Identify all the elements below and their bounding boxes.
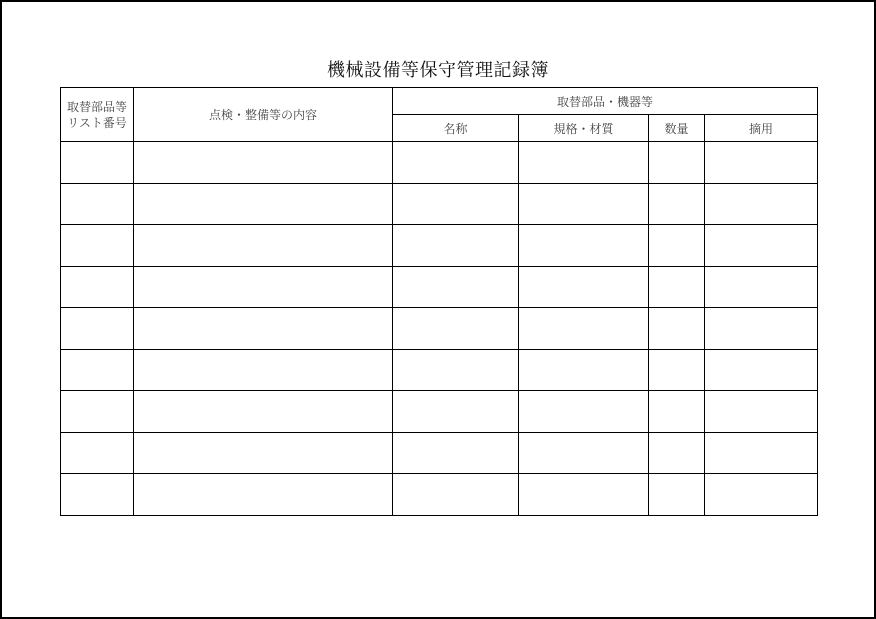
cell-spec[interactable] (519, 432, 649, 474)
cell-spec[interactable] (519, 266, 649, 308)
header-remarks: 摘用 (705, 115, 818, 142)
cell-quantity[interactable] (649, 432, 705, 474)
cell-quantity[interactable] (649, 266, 705, 308)
cell-list-number[interactable] (61, 308, 134, 350)
cell-inspection-content[interactable] (134, 474, 393, 516)
cell-inspection-content[interactable] (134, 183, 393, 225)
cell-spec[interactable] (519, 225, 649, 267)
cell-list-number[interactable] (61, 142, 134, 184)
table-body (61, 142, 818, 516)
cell-name[interactable] (393, 432, 519, 474)
maintenance-record-table (60, 87, 818, 516)
header-row-1 (61, 88, 818, 115)
table-row (61, 349, 818, 391)
cell-spec[interactable] (519, 142, 649, 184)
cell-inspection-content[interactable] (134, 142, 393, 184)
cell-name[interactable] (393, 474, 519, 516)
cell-remarks[interactable] (705, 474, 818, 516)
cell-name[interactable] (393, 225, 519, 267)
cell-list-number[interactable] (61, 183, 134, 225)
cell-remarks[interactable] (705, 391, 818, 433)
table-row (61, 391, 818, 433)
cell-list-number[interactable] (61, 225, 134, 267)
cell-list-number[interactable] (61, 349, 134, 391)
cell-quantity[interactable] (649, 474, 705, 516)
cell-spec[interactable] (519, 474, 649, 516)
cell-remarks[interactable] (705, 432, 818, 474)
cell-spec[interactable] (519, 391, 649, 433)
cell-remarks[interactable] (705, 225, 818, 267)
cell-list-number[interactable] (61, 266, 134, 308)
header-list-number-line-2: リスト番号 (67, 115, 127, 130)
cell-list-number[interactable] (61, 432, 134, 474)
cell-inspection-content[interactable] (134, 225, 393, 267)
cell-inspection-content[interactable] (134, 266, 393, 308)
cell-name[interactable] (393, 183, 519, 225)
cell-quantity[interactable] (649, 225, 705, 267)
table-row (61, 225, 818, 267)
table-row (61, 432, 818, 474)
cell-name[interactable] (393, 349, 519, 391)
cell-quantity[interactable] (649, 349, 705, 391)
header-inspection-content: 点検・整備等の内容 (134, 88, 393, 142)
cell-quantity[interactable] (649, 391, 705, 433)
cell-remarks[interactable] (705, 142, 818, 184)
cell-list-number[interactable] (61, 391, 134, 433)
cell-remarks[interactable] (705, 349, 818, 391)
cell-list-number[interactable] (61, 474, 134, 516)
table-row (61, 308, 818, 350)
cell-inspection-content[interactable] (134, 391, 393, 433)
cell-name[interactable] (393, 391, 519, 433)
header-quantity: 数量 (649, 115, 705, 142)
header-list-number-line-1: 取替部品等 (66, 99, 127, 114)
cell-quantity[interactable] (649, 308, 705, 350)
cell-name[interactable] (393, 142, 519, 184)
header-parts-group: 取替部品・機器等 (393, 88, 818, 115)
cell-spec[interactable] (519, 349, 649, 391)
cell-remarks[interactable] (705, 266, 818, 308)
cell-spec[interactable] (519, 308, 649, 350)
header-list-number (61, 88, 134, 142)
table-row (61, 474, 818, 516)
cell-inspection-content[interactable] (134, 432, 393, 474)
cell-remarks[interactable] (705, 308, 818, 350)
table-row (61, 183, 818, 225)
cell-inspection-content[interactable] (134, 308, 393, 350)
cell-name[interactable] (393, 266, 519, 308)
cell-quantity[interactable] (649, 142, 705, 184)
cell-spec[interactable] (519, 183, 649, 225)
cell-remarks[interactable] (705, 183, 818, 225)
cell-quantity[interactable] (649, 183, 705, 225)
document-title: 機械設備等保守管理記録簿 (327, 60, 549, 81)
cell-inspection-content[interactable] (134, 349, 393, 391)
header-name: 名称 (393, 115, 519, 142)
table-row (61, 266, 818, 308)
header-spec: 規格・材質 (519, 115, 649, 142)
table-row (61, 142, 818, 184)
cell-name[interactable] (393, 308, 519, 350)
